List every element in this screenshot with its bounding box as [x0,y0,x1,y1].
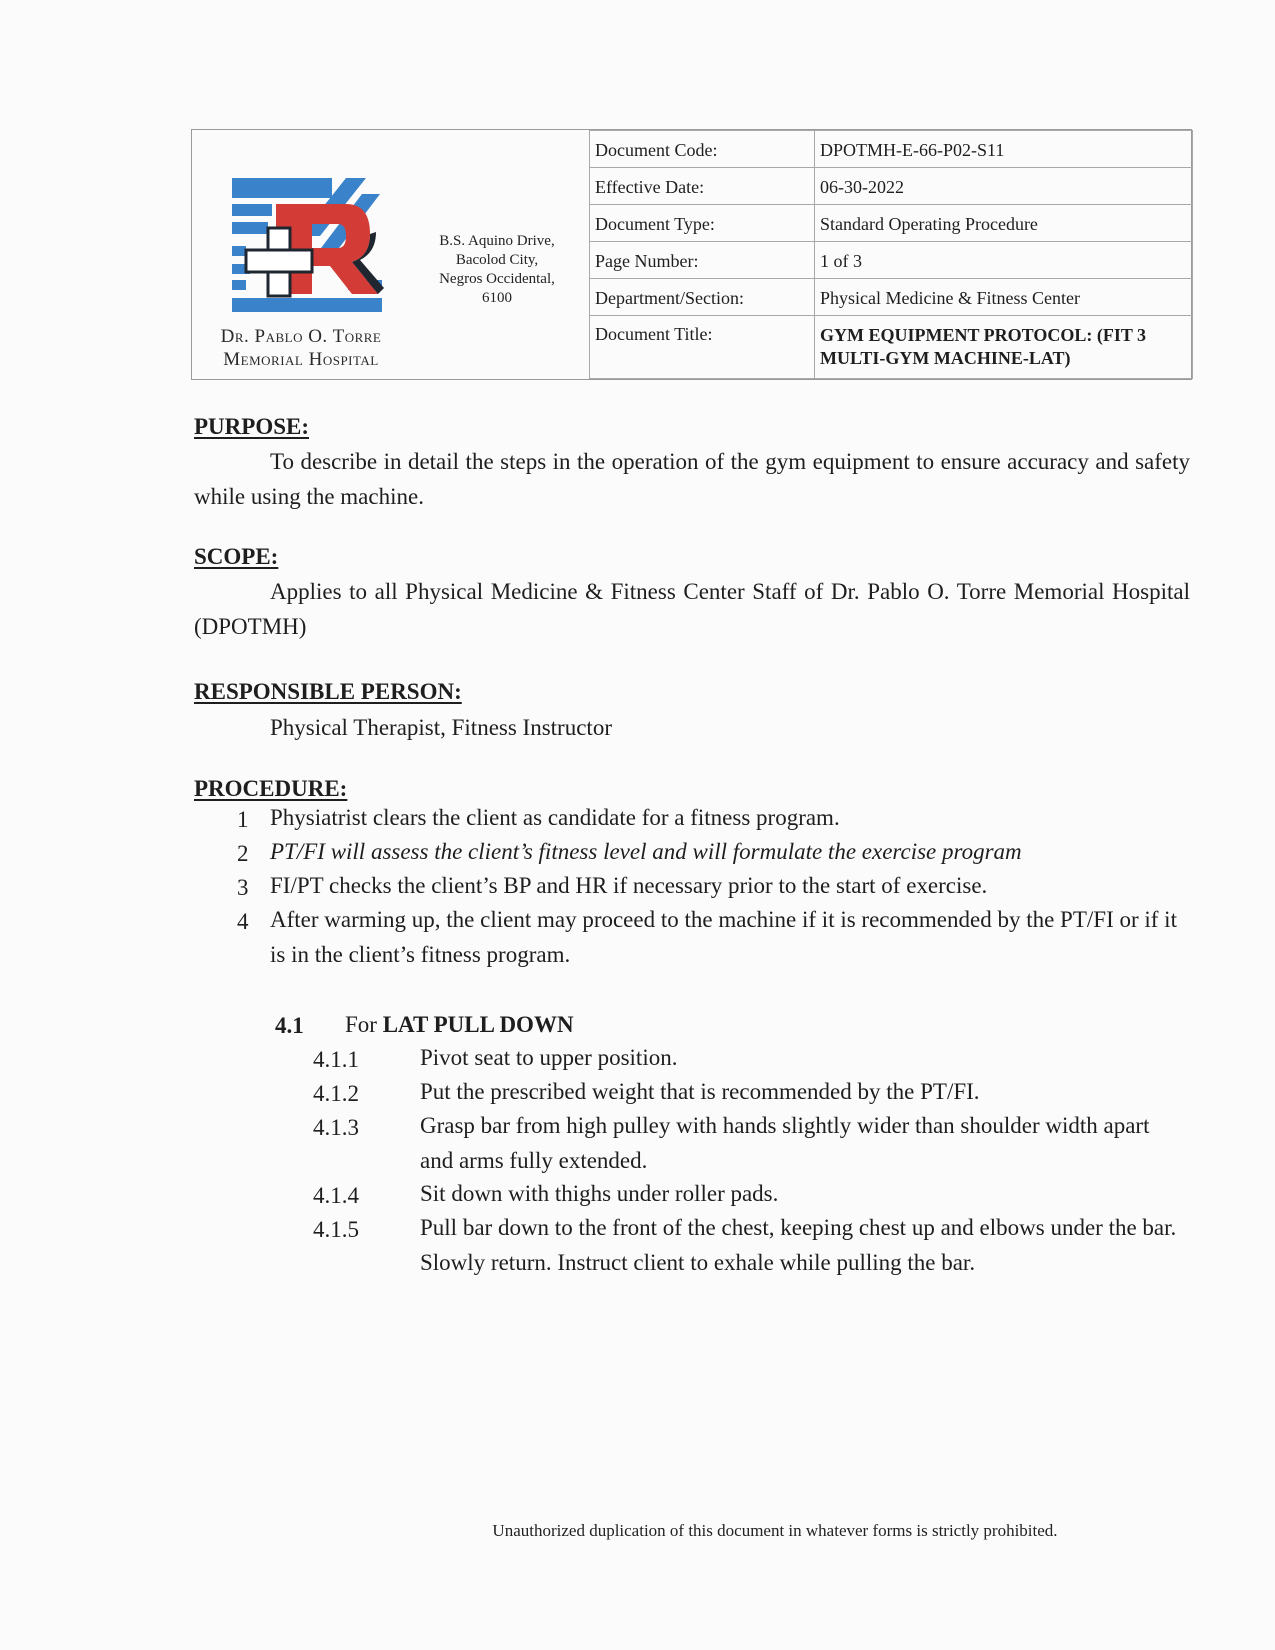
hospital-name-line2: Memorial Hospital [223,349,379,370]
procedure-item-number: 3 [237,875,249,900]
scope-heading: SCOPE: [194,544,279,569]
procedure-item-text: PT/FI will assess the client’s fitness level and will formulate the exercise program [270,839,1022,864]
document-title-line1: GYM EQUIPMENT PROTOCOL: (FIT 3 [820,325,1147,345]
procedure-item-text: FI/PT checks the client’s BP and HR if necessary prior to the start of exercise. [270,873,988,898]
table-row [590,242,1193,279]
purpose-heading: PURPOSE: [194,414,309,439]
step-number: 4.1.2 [313,1081,359,1106]
subsection-number: 4.1 [275,1013,304,1038]
department-label: Department/Section: [590,279,815,316]
table-row [590,131,1193,168]
effective-date-label: Effective Date: [590,168,815,205]
purpose-text [194,444,1190,514]
hospital-address [412,232,582,308]
procedure-heading: PROCEDURE: [194,776,348,801]
department-value: Physical Medicine & Fitness Center [815,279,1193,316]
step-number: 4.1.4 [313,1183,359,1208]
effective-date-value: 06-30-2022 [815,168,1193,205]
procedure-item-number: 2 [237,841,249,866]
table-row [590,279,1193,316]
document-title-label: Document Title: [590,316,815,379]
procedure-item-text: Physiatrist clears the client as candidate for a fitness program. [270,805,840,830]
step-text: Put the prescribed weight that is recommended by the PT/FI. [420,1079,980,1104]
document-header [191,129,1192,380]
table-row [590,205,1193,242]
subsection-name: LAT PULL DOWN [382,1012,574,1037]
document-code-label: Document Code: [590,131,815,168]
step-text: Pivot seat to upper position. [420,1045,678,1070]
responsible-heading: RESPONSIBLE PERSON: [194,679,462,704]
hospital-logo-icon [228,176,388,326]
document-info-table [589,130,1193,379]
hospital-branding [192,130,590,379]
scope-body: Applies to all Physical Medicine & Fitness Center Staff of Dr. Pablo O. Torre Memorial Hospital (DPOTMH) [194,579,1190,639]
step-text: Grasp bar from high pulley with hands slightly wider than shoulder width apart and arms fully extended. [420,1113,1150,1173]
document-type-label: Document Type: [590,205,815,242]
responsible-text: Physical Therapist, Fitness Instructor [270,715,612,740]
address-line: Negros Occidental, [439,271,555,287]
page-number-value: 1 of 3 [815,242,1193,279]
footer-notice: Unauthorized duplication of this document in whatever forms is strictly prohibited. [492,1521,1058,1540]
hospital-name-line1: Dr. Pablo O. Torre [220,326,382,347]
address-line: Bacolod City, [455,252,539,268]
document-code-value: DPOTMH-E-66-P02-S11 [815,131,1193,168]
purpose-body: To describe in detail the steps in the operation of the gym equipment to ensure accuracy and safety while using the machine. [194,449,1190,509]
step-number: 4.1.5 [313,1217,359,1242]
procedure-item-text: After warming up, the client may proceed to the machine if it is recommended by the PT/FI or if it is in the client’s fitness program. [270,907,1177,967]
step-number: 4.1.1 [313,1047,359,1072]
scope-text [194,574,1190,644]
step-text: Pull bar down to the front of the chest, keeping chest up and elbows under the bar. Slowly return. Instruct client to exhale while pulling the bar. [420,1215,1177,1275]
subsection-prefix: For [345,1012,377,1037]
subsection-title [345,1012,574,1038]
document-title-value [815,316,1193,379]
document-title-line2: MULTI-GYM MACHINE-LAT) [820,348,1071,368]
procedure-item-number: 1 [237,807,249,832]
procedure-item-number: 4 [237,909,249,934]
address-line: B.S. Aquino Drive, [439,233,555,249]
address-line: 6100 [482,290,512,306]
document-type-value: Standard Operating Procedure [815,205,1193,242]
table-row [590,168,1193,205]
table-row [590,316,1193,379]
page-number-label: Page Number: [590,242,815,279]
step-number: 4.1.3 [313,1115,359,1140]
step-text: Sit down with thighs under roller pads. [420,1181,779,1206]
